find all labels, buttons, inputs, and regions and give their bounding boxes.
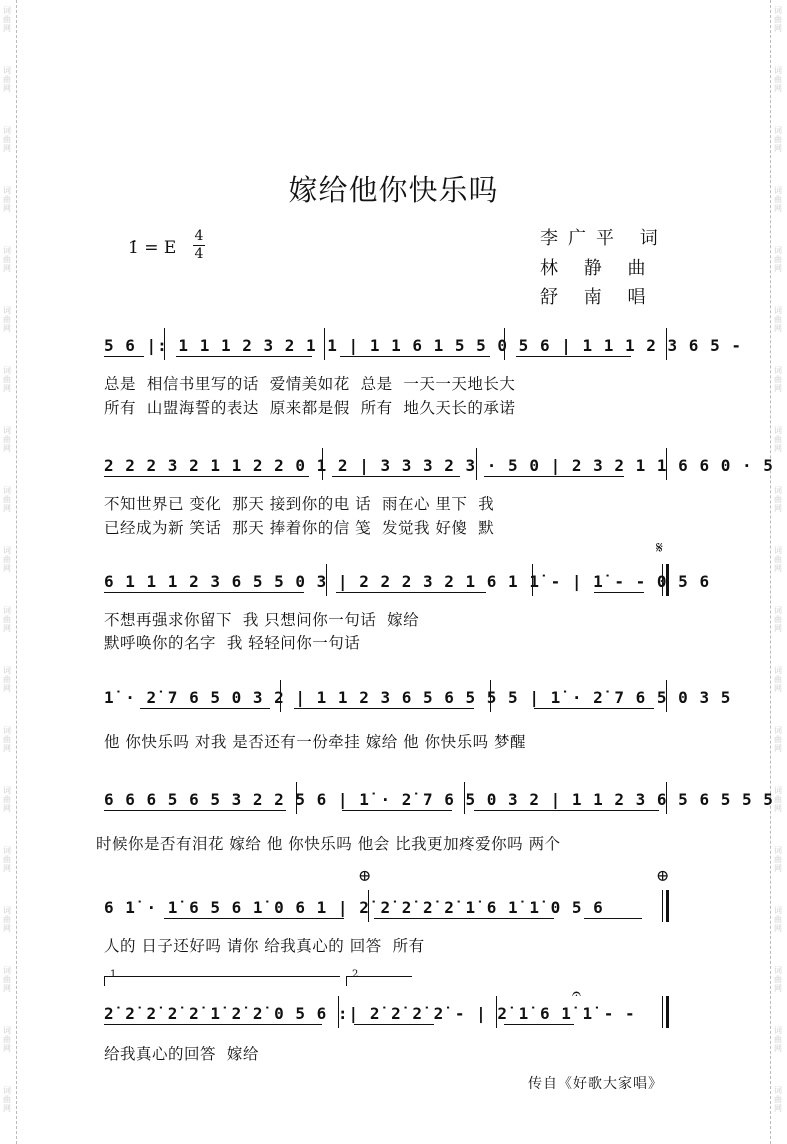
watermark-text: 词曲网 <box>3 606 11 633</box>
watermark-text: 词曲网 <box>3 6 11 33</box>
watermark-text: 词曲网 <box>3 486 11 513</box>
watermark-text: 词曲网 <box>774 1086 782 1113</box>
key-signature: 1̇ = E <box>128 238 177 258</box>
music-line-5 <box>104 790 774 814</box>
time-signature-bottom: 4 <box>194 246 204 262</box>
lyrics-line-3a: 不想再强求你留下 我 只想问你一句话 嫁给 <box>104 611 420 629</box>
lyrics-line-1a: 总是 相信书里写的话 爱情美如花 总是 一天一天地长大 <box>104 375 516 393</box>
watermark-text: 词曲网 <box>3 1086 11 1113</box>
watermark-text: 词曲网 <box>3 786 11 813</box>
notation-line-1: 5 6 |: 1 1 1 2 3 2 1 1 | 1 1 6 1 5 5 0 5 6 | 1 1 1 2 3 6 5 - <box>104 336 742 355</box>
watermark-text: 词曲网 <box>774 966 782 993</box>
watermark-text: 词曲网 <box>774 126 782 153</box>
watermark-text: 词曲网 <box>3 666 11 693</box>
notation-line-2: 2 2 2 3 2 1 1 2 2 0 1 2 | 3 3 3 2 3 · 5 0 | 2 3 2 1 1 6 6 0 · 5 <box>104 456 774 475</box>
watermark-text: 词曲网 <box>774 186 782 213</box>
lyrics-line-4: 他 你快乐吗 对我 是否还有一份牵挂 嫁给 他 你快乐吗 梦醒 <box>104 733 526 751</box>
watermark-text: 词曲网 <box>774 306 782 333</box>
singer-credit: 舒 南 唱 <box>540 287 656 308</box>
time-signature <box>193 229 205 262</box>
lyrics-line-7: 给我真心的回答 嫁给 <box>104 1045 259 1063</box>
watermark-text: 词曲网 <box>774 426 782 453</box>
second-ending-bracket <box>346 969 412 980</box>
watermark-text: 词曲网 <box>3 966 11 993</box>
watermark-text: 词曲网 <box>774 1026 782 1053</box>
watermark-text: 词曲网 <box>774 906 782 933</box>
coda-symbol-1: ⊕ <box>358 866 372 885</box>
watermark-text: 词曲网 <box>3 186 11 213</box>
watermark-text: 词曲网 <box>774 606 782 633</box>
watermark-text: 词曲网 <box>774 666 782 693</box>
lyricist-credit: 李广平 词 <box>540 228 668 249</box>
notation-line-6: 6 1̇ · 1̇ 6 5 6 1̇ 0 6 1 | 2̇ 2̇ 2̇ 2̇ 2̇ 1̇ 6 1̇ 1̇ 0 5 6 <box>104 898 604 917</box>
watermark-text: 词曲网 <box>3 366 11 393</box>
music-line-6 <box>104 898 664 922</box>
lyrics-line-5: 时候你是否有泪花 嫁给 他 你快乐吗 他会 比我更加疼爱你吗 两个 <box>96 835 561 853</box>
lyrics-line-2b: 已经成为新 笑话 那天 捧着你的信 笺 发觉我 好傻 默 <box>104 519 495 537</box>
watermark-text: 词曲网 <box>774 726 782 753</box>
watermark-text: 词曲网 <box>774 6 782 33</box>
fermata-symbol: 𝄐 <box>572 984 581 1003</box>
music-line-1 <box>104 336 742 360</box>
watermark-text: 词曲网 <box>774 66 782 93</box>
watermark-text: 词曲网 <box>3 846 11 873</box>
lyrics-line-3b: 默呼唤你的名字 我 轻轻问你一句话 <box>104 634 361 652</box>
watermark-text: 词曲网 <box>774 786 782 813</box>
lyrics-line-2a: 不知世界已 变化 那天 接到你的电 话 雨在心 里下 我 <box>104 495 495 513</box>
notation-line-3: 6 1 1 1 2 3 6 5 5 0 3 | 2 2 2 3 2 1 6 1 1̇ - | 1̇ - - 0 5 6 <box>104 572 711 591</box>
music-line-3 <box>104 572 711 596</box>
source-note: 传自《好歌大家唱》 <box>528 1076 663 1092</box>
watermark-text: 词曲网 <box>3 546 11 573</box>
watermark-text: 词曲网 <box>774 486 782 513</box>
notation-line-4: 1̇ · 2̇ 7 6 5 0 3 2 | 1 1 2 3 6 5 6 5 5 5 | 1̇ · 2̇ 7 6 5 0 3 5 <box>104 688 732 707</box>
song-title: 嫁给他你快乐吗 <box>288 173 499 207</box>
watermark-text: 词曲网 <box>3 726 11 753</box>
watermark-text: 词曲网 <box>3 126 11 153</box>
second-ending-number: 2 <box>352 969 359 980</box>
music-line-7 <box>104 1004 664 1028</box>
lyrics-line-1b: 所有 山盟海誓的表达 原来都是假 所有 地久天长的承诺 <box>104 399 516 417</box>
watermark-text: 词曲网 <box>3 426 11 453</box>
watermark-text: 词曲网 <box>3 906 11 933</box>
watermark-text: 词曲网 <box>774 846 782 873</box>
lyrics-line-6: 人的 日子还好吗 请你 给我真心的 回答 所有 <box>104 937 425 955</box>
watermark-text: 词曲网 <box>774 366 782 393</box>
first-ending-bracket <box>104 969 340 980</box>
music-line-2 <box>104 456 774 480</box>
watermark-text: 词曲网 <box>3 1026 11 1053</box>
coda-symbol-2: ⊕ <box>656 866 670 885</box>
watermark-text: 词曲网 <box>3 66 11 93</box>
composer-credit: 林 静 曲 <box>540 258 656 279</box>
music-line-4 <box>104 688 732 712</box>
watermark-text: 词曲网 <box>774 246 782 273</box>
time-signature-top: 4 <box>194 228 204 244</box>
watermark-text: 词曲网 <box>3 306 11 333</box>
notation-line-5: 6 6 6 5 6 5 3 2 2 5 6 | 1̇ · 2̇ 7 6 5 0 3 2 | 1 1 2 3 6 5 6 5 5 5 <box>104 790 774 809</box>
segno-symbol: 𝄋 <box>656 538 663 557</box>
watermark-text: 词曲网 <box>774 546 782 573</box>
first-ending-number: 1 <box>110 969 117 980</box>
notation-line-7: 2̇ 2̇ 2̇ 2̇ 2̇ 1̇ 2̇ 2̇ 0 5 6 :| 2̇ 2̇ 2̇ 2̇ - | 2̇ 1̇ 6 1̇ 1̇ - - <box>104 1004 636 1023</box>
watermark-text: 词曲网 <box>3 246 11 273</box>
